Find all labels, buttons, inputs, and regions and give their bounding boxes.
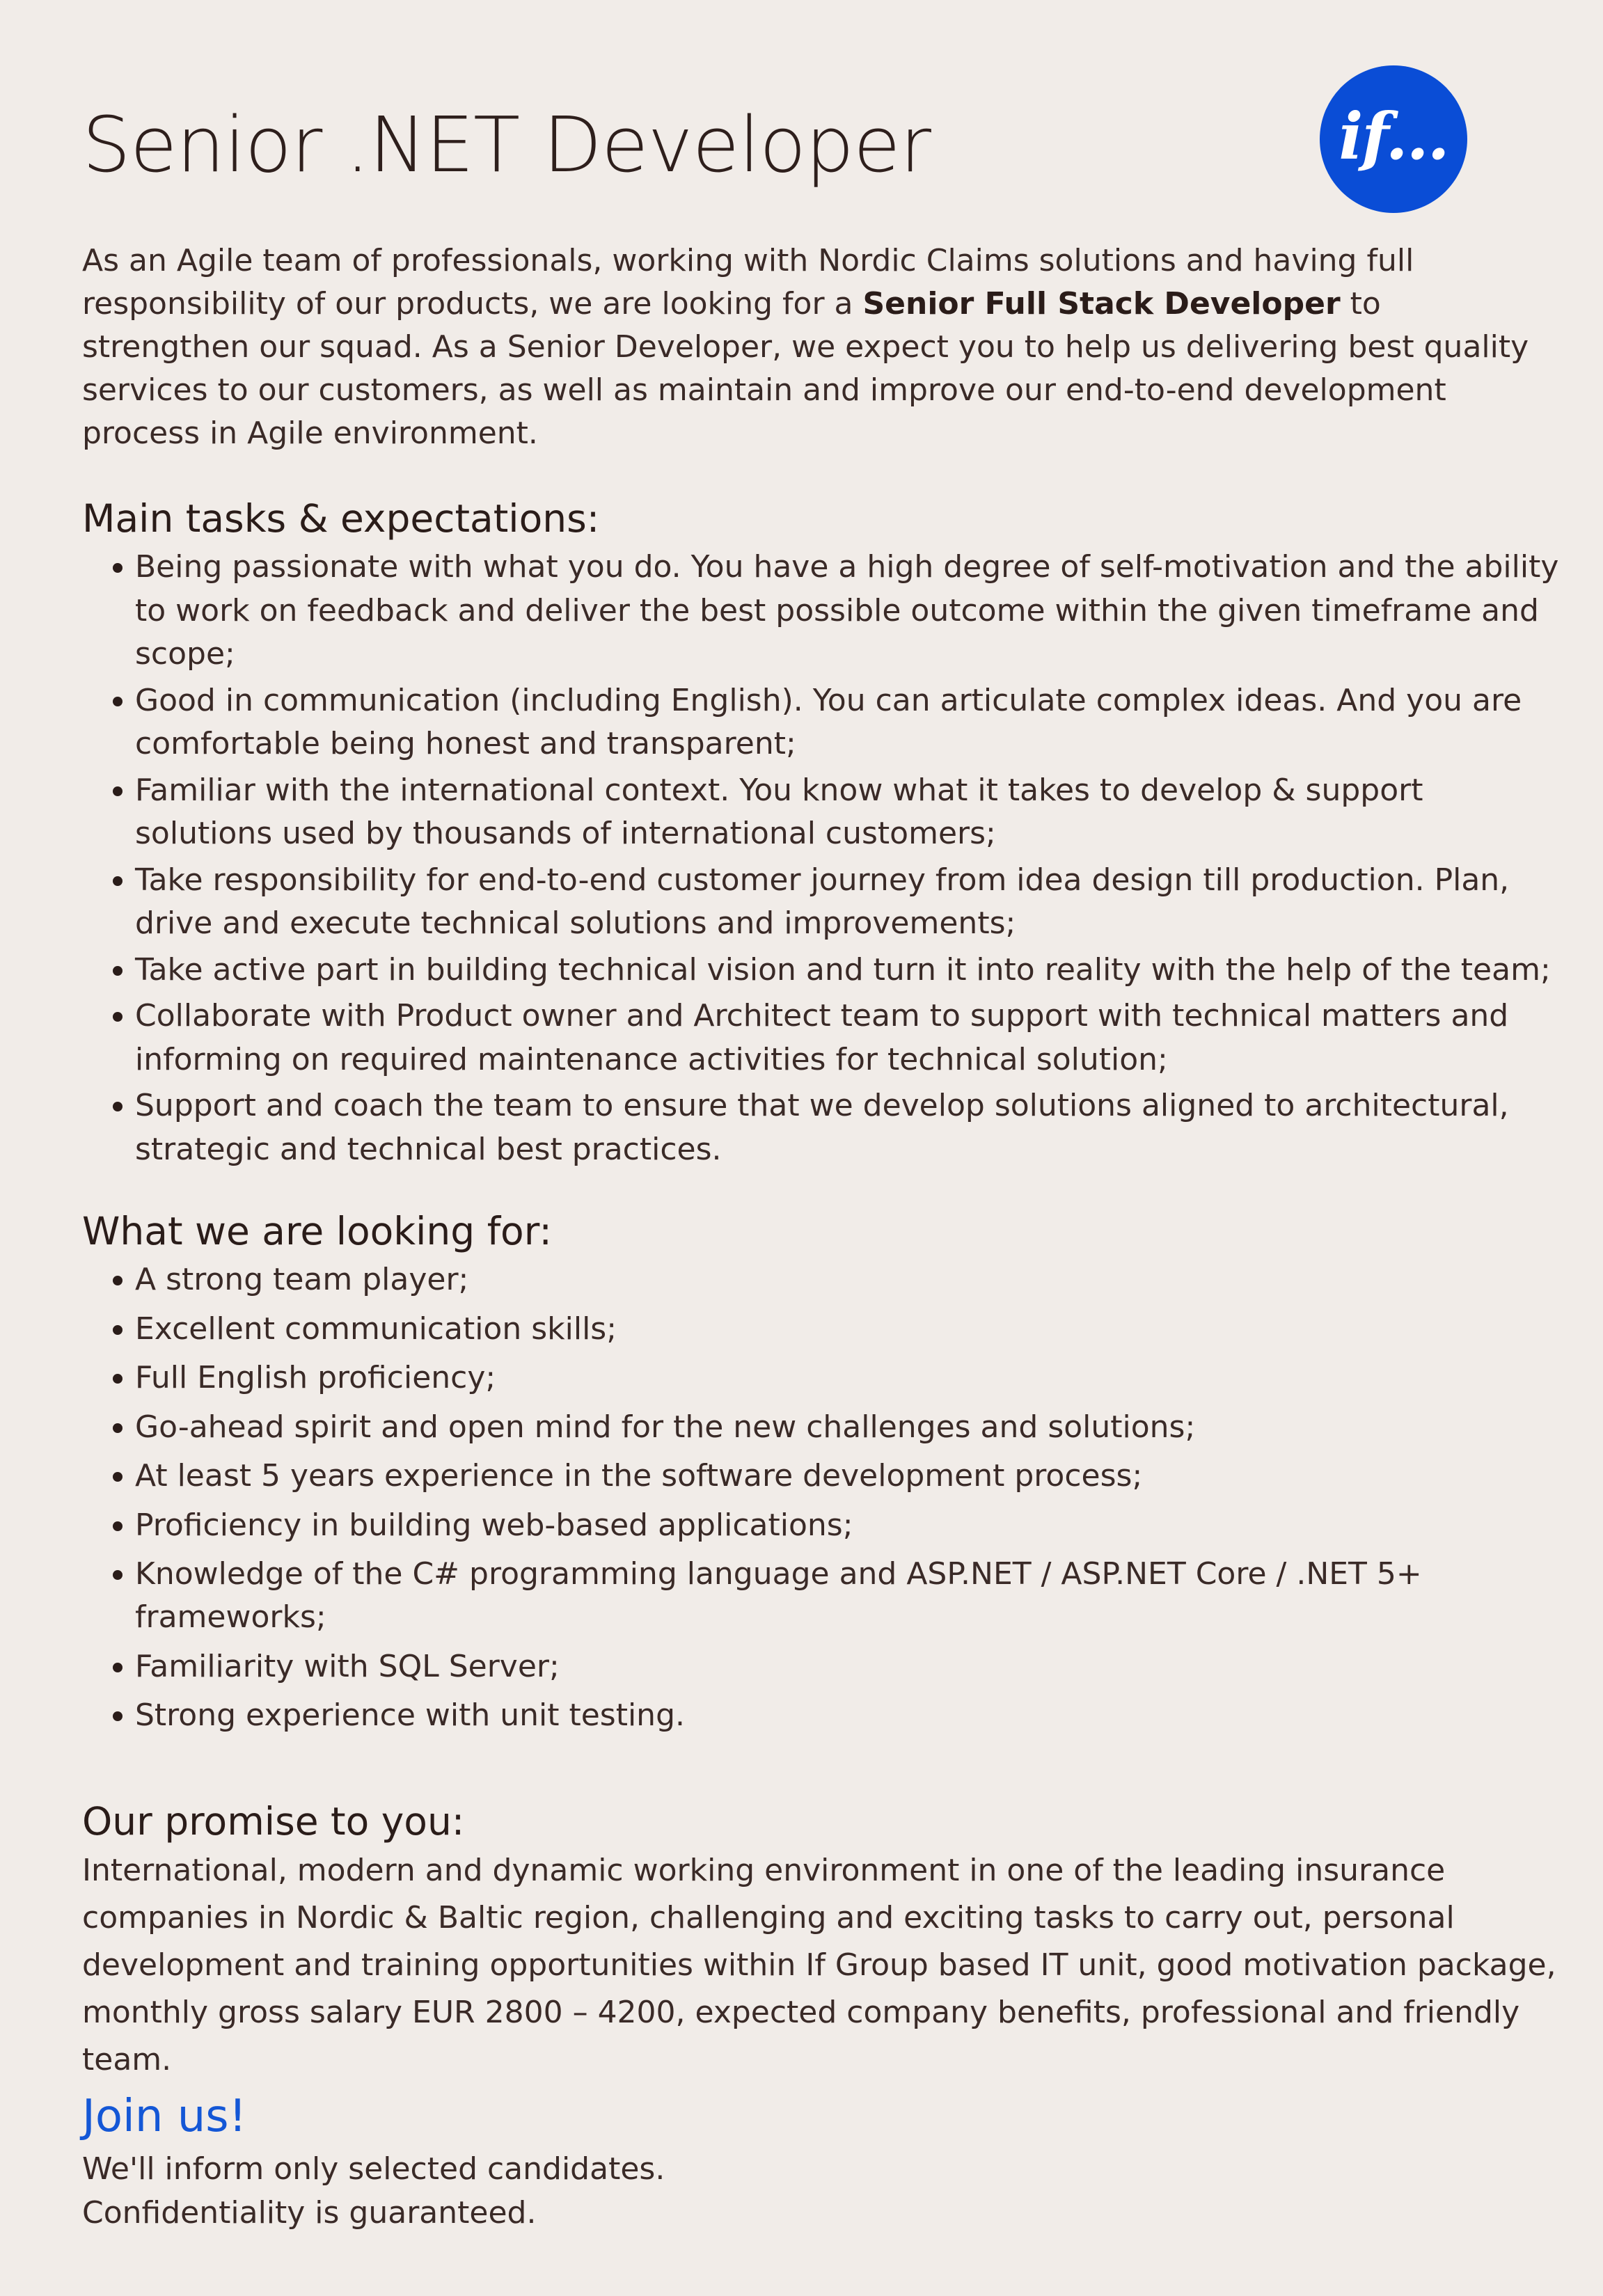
list-item-line: frameworks; <box>135 1599 326 1635</box>
looking-list <box>82 1258 1530 1743</box>
list-item <box>82 1406 1530 1449</box>
list-item <box>82 1084 1530 1171</box>
list-item-line: Knowledge of the C# programming language and ASP.NET / ASP.NET Core / .NET 5+ <box>135 1556 1422 1592</box>
tasks-list <box>82 546 1559 1174</box>
list-item-line: Familiar with the international context. You know what it takes to develop & support <box>135 772 1423 808</box>
list-item-line: Good in communication (including English). You can articulate complex ideas. And you are <box>135 682 1522 718</box>
page-title: Senior .NET Developer <box>82 100 931 189</box>
list-item-line: Being passionate with what you do. You have a high degree of self-motivation and the ability <box>135 549 1559 585</box>
list-item-line: Go-ahead spirit and open mind for the new challenges and solutions; <box>135 1409 1196 1445</box>
list-item-line: Support and coach the team to ensure that we develop solutions aligned to architectural, <box>135 1088 1509 1123</box>
list-item <box>82 1258 1530 1301</box>
list-item-line: strategic and technical best practices. <box>135 1131 722 1167</box>
promise-line: companies in Nordic & Baltic region, challenging and exciting tasks to carry out, personal <box>82 1900 1455 1935</box>
looking-heading: What we are looking for: <box>82 1209 552 1253</box>
list-item-line: Familiarity with SQL Server; <box>135 1648 560 1684</box>
list-item <box>82 546 1559 676</box>
list-item-line: Excellent communication skills; <box>135 1311 617 1347</box>
list-item-line: Full English proficiency; <box>135 1360 496 1395</box>
list-item <box>82 859 1530 946</box>
intro-role-highlight: Senior Full Stack Developer <box>862 286 1341 322</box>
tasks-heading: Main tasks & expectations: <box>82 496 600 541</box>
promise-line: development and training opportunities within If Group based IT unit, good motivation package, <box>82 1947 1556 1983</box>
promise-line: team. <box>82 2042 172 2077</box>
if-logo <box>1320 65 1467 213</box>
list-item <box>82 1504 1530 1547</box>
intro-line-2a: responsibility of our products, we are looking for a <box>82 286 863 322</box>
list-item <box>82 679 1530 766</box>
list-item <box>82 769 1530 856</box>
list-item <box>82 1694 1530 1737</box>
list-item <box>82 1308 1530 1351</box>
list-item-line: Collaborate with Product owner and Architect team to support with technical matters and <box>135 998 1509 1034</box>
list-item-line: informing on required maintenance activities for technical solution; <box>135 1041 1168 1077</box>
intro-line-4: services to our customers, as well as maintain and improve our end-to-end development <box>82 372 1446 408</box>
list-item-line: At least 5 years experience in the software development process; <box>135 1458 1143 1494</box>
list-item-line: Take responsibility for end-to-end customer journey from idea design till production. Plan, <box>135 862 1510 898</box>
list-item <box>82 995 1530 1082</box>
list-item <box>82 1645 1530 1688</box>
list-item-line: scope; <box>135 636 235 672</box>
list-item <box>82 1455 1530 1498</box>
list-item <box>82 949 1551 992</box>
intro-line-3: strengthen our squad. As a Senior Developer, we expect you to help us delivering best quality <box>82 329 1529 365</box>
list-item <box>82 1553 1530 1639</box>
intro-line-1: As an Agile team of professionals, working with Nordic Claims solutions and having full <box>82 243 1414 278</box>
list-item-line: Take active part in building technical vision and turn it into reality with the help of the team; <box>135 951 1551 988</box>
intro-line-5: process in Agile environment. <box>82 415 538 451</box>
intro-paragraph <box>82 239 1530 455</box>
list-item-line: to work on feedback and deliver the best possible outcome within the given timeframe and <box>135 592 1539 628</box>
footer-note-confidentiality: Confidentiality is guaranteed. <box>82 2195 537 2231</box>
list-item <box>82 1356 1530 1400</box>
list-item-line: drive and execute technical solutions and improvements; <box>135 905 1016 941</box>
list-item-line: A strong team player; <box>135 1262 469 1297</box>
promise-heading: Our promise to you: <box>82 1799 465 1844</box>
promise-paragraph <box>82 1847 1556 2084</box>
if-logo-text: if... <box>1339 99 1448 174</box>
promise-line: monthly gross salary EUR 2800 – 4200, expected company benefits, professional and friendly <box>82 1995 1520 2030</box>
list-item-line: solutions used by thousands of international customers; <box>135 816 996 851</box>
intro-line-2b: to <box>1340 286 1381 322</box>
list-item-line: comfortable being honest and transparent; <box>135 726 796 761</box>
promise-line: International, modern and dynamic working environment in one of the leading insurance <box>82 1853 1446 1888</box>
list-item-line: Strong experience with unit testing. <box>135 1697 685 1733</box>
list-item-line: Proficiency in building web-based applications; <box>135 1507 853 1543</box>
join-us-heading: Join us! <box>82 2091 247 2142</box>
footer-note-candidates: We'll inform only selected candidates. <box>82 2151 665 2187</box>
